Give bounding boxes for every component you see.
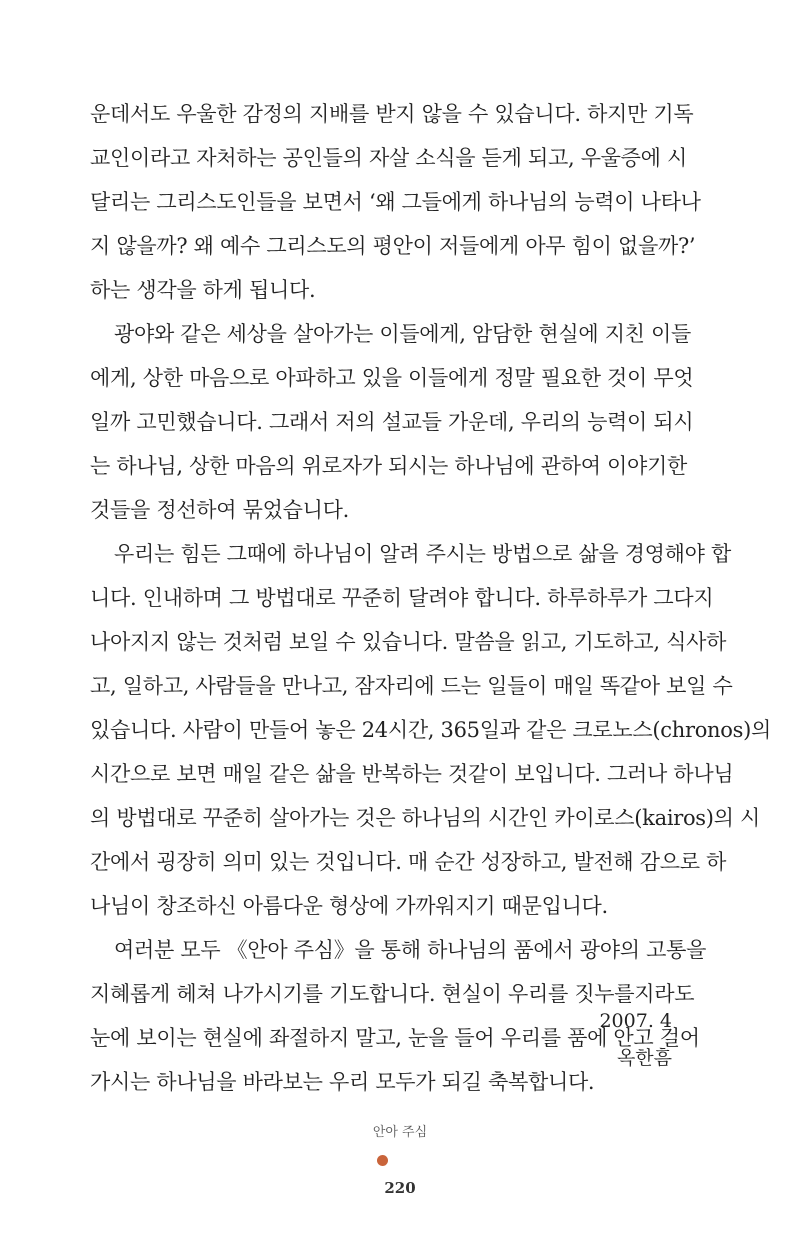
text-line: 눈에 보이는 현실에 좌절하지 말고, 눈을 들어 우리를 품에 안고 걸어 (90, 1026, 700, 1050)
paragraph (90, 312, 694, 532)
text-line: 지혜롭게 헤쳐 나가시기를 기도합니다. 현실이 우리를 짓누를지라도 (90, 982, 695, 1006)
text-line: 있습니다. 사람이 만들어 놓은 24시간, 365일과 같은 크로노스(chronos)의 (90, 718, 771, 742)
text-line: 달리는 그리스도인들을 보면서 ‘왜 그들에게 하나님의 능력이 나타나 (90, 190, 701, 214)
text-line: 는 하나님, 상한 마음의 위로자가 되시는 하나님에 관하여 이야기한 (90, 454, 687, 478)
text-line: 에게, 상한 마음으로 아파하고 있을 이들에게 정말 필요한 것이 무엇 (90, 366, 694, 390)
text-line: 나님이 창조하신 아름다운 형상에 가까워지기 때문입니다. (90, 894, 608, 918)
text-line: 교인이라고 자처하는 공인들의 자살 소식을 듣게 되고, 우울증에 시 (90, 146, 687, 170)
signature-date: 2007. 4 (599, 1010, 672, 1032)
text-line: 고, 일하고, 사람들을 만나고, 잠자리에 드는 일들이 매일 똑같아 보일 수 (90, 674, 733, 698)
footer-dot-ornament (377, 1155, 388, 1166)
page-number: 220 (384, 1179, 416, 1197)
text-line: 니다. 인내하며 그 방법대로 꾸준히 달려야 합니다. 하루하루가 그다지 (90, 586, 714, 610)
text-line: 가시는 하나님을 바라보는 우리 모두가 되길 축복합니다. (90, 1070, 595, 1094)
running-footer-title: 안아 주심 (372, 1125, 428, 1140)
text-line: 것들을 정선하여 묶었습니다. (90, 498, 349, 522)
text-line: 지 않을까? 왜 예수 그리스도의 평안이 저들에게 아무 힘이 없을까?’ (90, 234, 696, 258)
text-line: 나아지지 않는 것처럼 보일 수 있습니다. 말씀을 읽고, 기도하고, 식사하 (90, 630, 727, 654)
paragraph (90, 92, 701, 312)
text-line: 여러분 모두 《안아 주심》을 통해 하나님의 품에서 광야의 고통을 (114, 938, 707, 962)
text-line: 의 방법대로 꾸준히 살아가는 것은 하나님의 시간인 카이로스(kairos)의 시 (90, 806, 761, 830)
text-line: 시간으로 보면 매일 같은 삶을 반복하는 것같이 보입니다. 그러나 하나님 (90, 762, 734, 786)
text-line: 간에서 굉장히 의미 있는 것입니다. 매 순간 성장하고, 발전해 감으로 하 (90, 850, 727, 874)
text-line: 일까 고민했습니다. 그래서 저의 설교들 가운데, 우리의 능력이 되시 (90, 410, 694, 434)
text-line: 우리는 힘든 그때에 하나님이 알려 주시는 방법으로 삶을 경영해야 합 (114, 542, 731, 566)
text-line: 운데서도 우울한 감정의 지배를 받지 않을 수 있습니다. 하지만 기독 (90, 102, 694, 126)
signature-author: 옥한흠 (616, 1047, 672, 1069)
paragraph (90, 928, 707, 1104)
text-line: 광야와 같은 세상을 살아가는 이들에게, 암담한 현실에 지친 이들 (114, 322, 692, 346)
text-line: 하는 생각을 하게 됩니다. (90, 278, 316, 302)
paragraph (90, 532, 771, 928)
body-text (90, 92, 771, 1104)
